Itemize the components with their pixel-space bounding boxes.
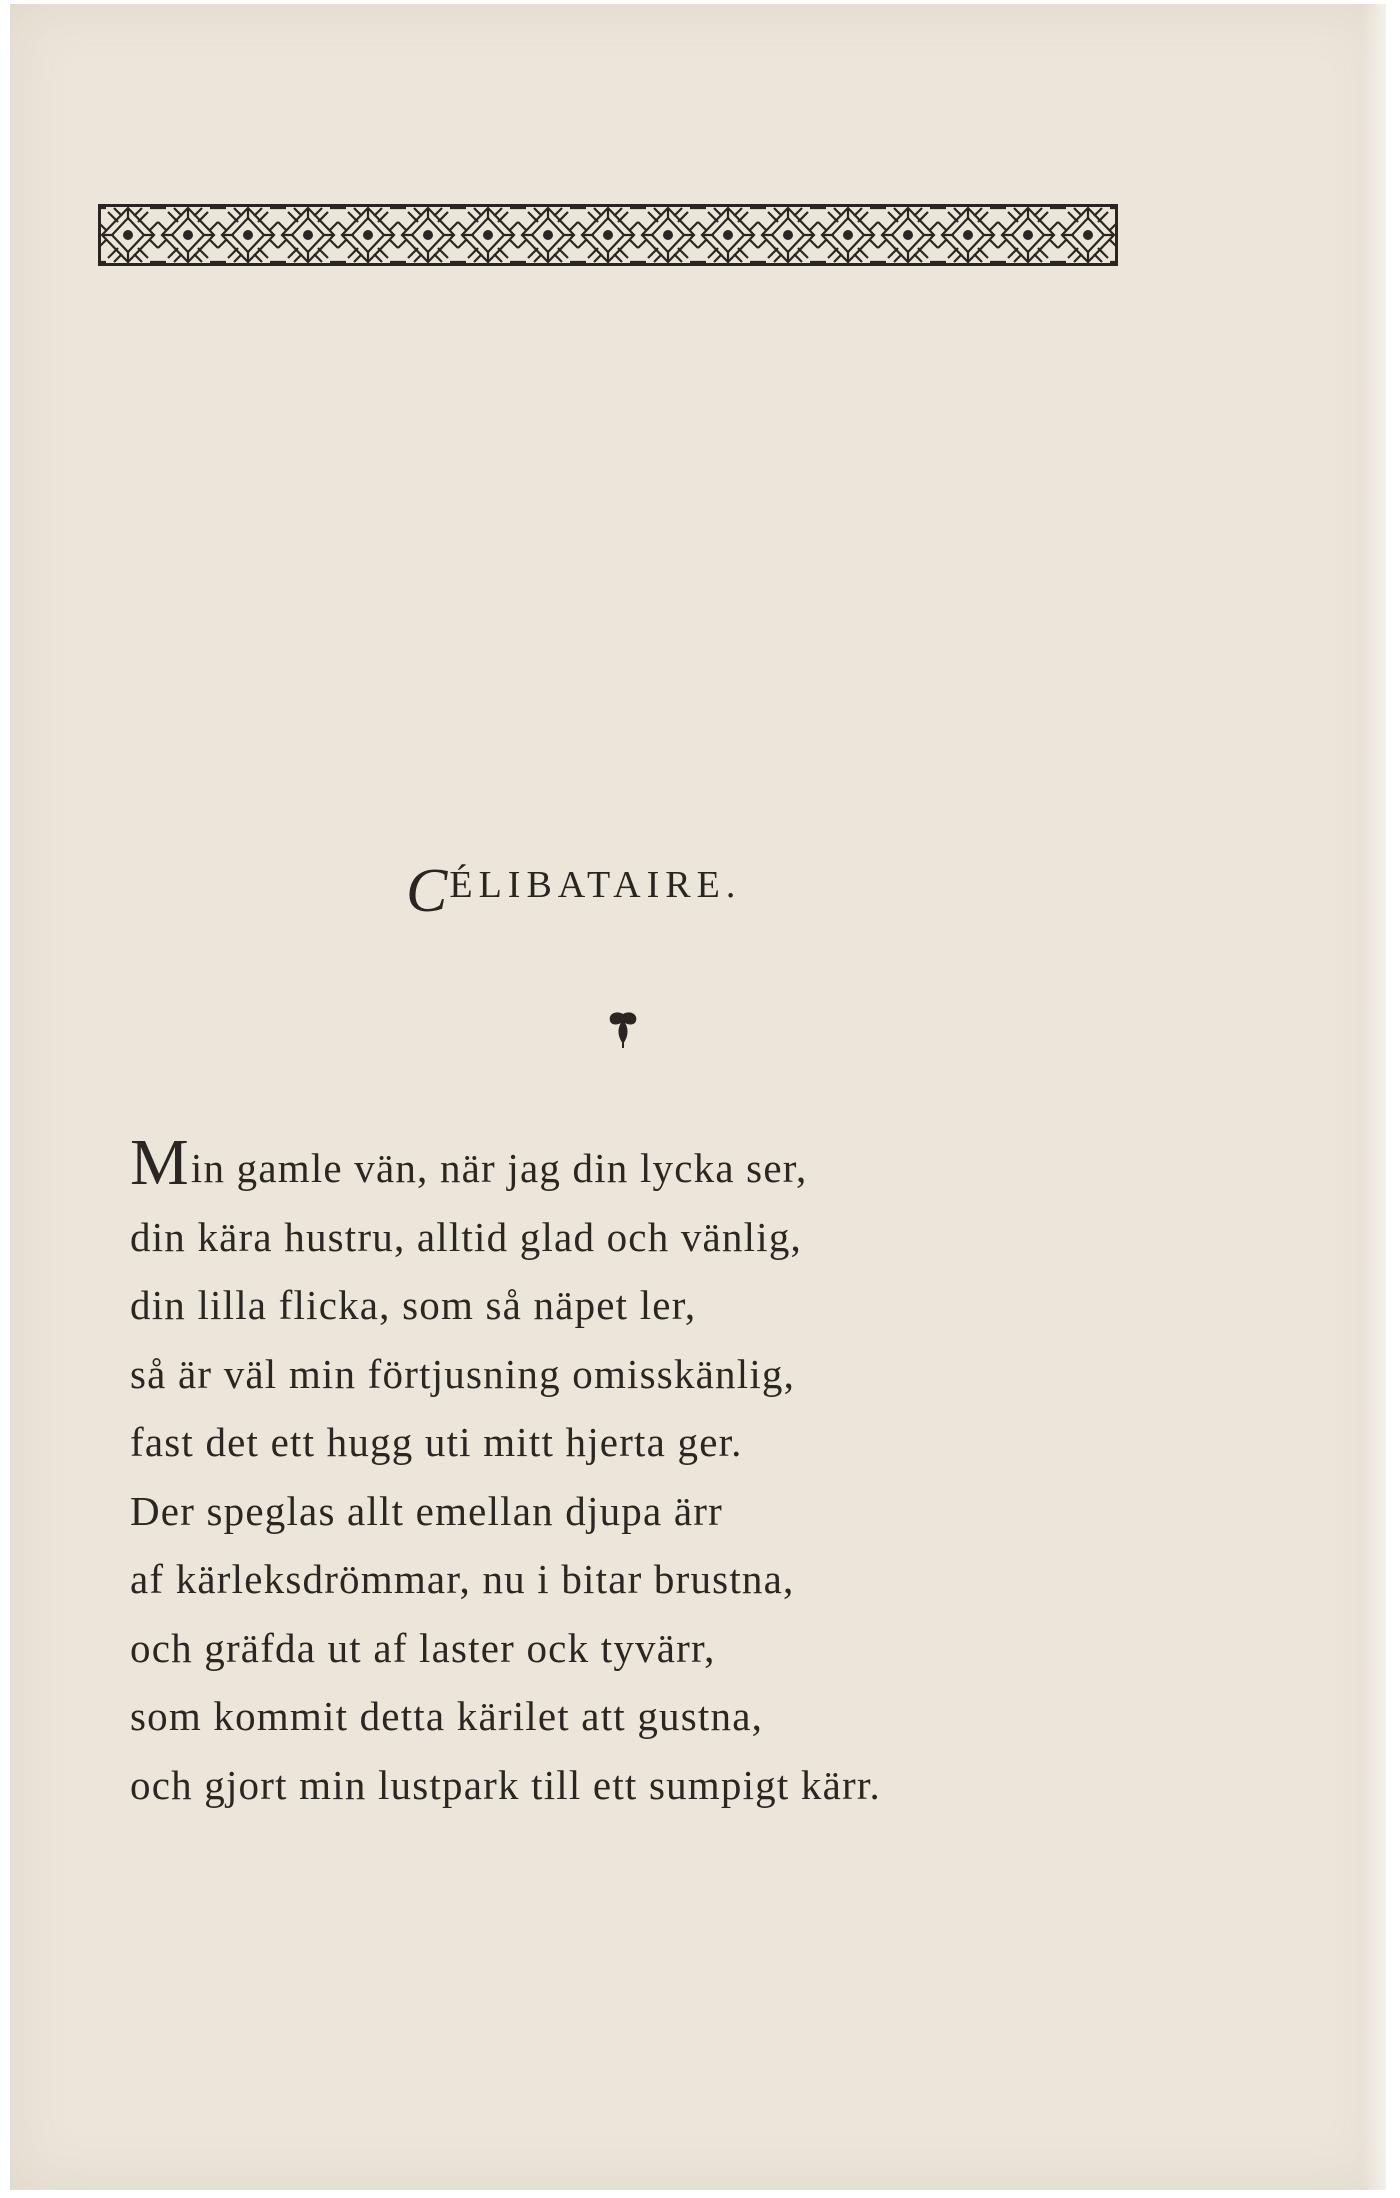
poem-line: som kommit detta kärilet att gustna,	[130, 1693, 764, 1739]
decorative-band-icon	[98, 204, 1118, 266]
poem-line: fast det ett hugg uti mitt hjerta ger.	[130, 1419, 743, 1465]
poem-line	[130, 1126, 1190, 1203]
poem-line: af kärleksdrömmar, nu i bitar brustna,	[130, 1556, 795, 1602]
poem-line: din lilla flicka, som så näpet ler,	[130, 1282, 697, 1328]
title-initial: C	[406, 857, 448, 925]
fleuron-icon	[602, 1008, 644, 1050]
poem-line: och gjort min lustpark till ett sumpigt kärr.	[130, 1761, 881, 1808]
poem-line: och gräfda ut af laster ock tyvärr,	[130, 1624, 716, 1671]
drop-cap: M	[130, 1126, 190, 1199]
poem-line: Der speglas allt emellan djupa ärr	[130, 1487, 723, 1534]
poem-line: din kära hustru, alltid glad och vänlig,	[130, 1213, 802, 1260]
book-page	[10, 4, 1386, 2190]
title-text: ÉLIBATAIRE.	[449, 864, 742, 906]
poem-line-text: in gamle vän, när jag din lycka ser,	[190, 1145, 808, 1191]
poem-body	[130, 1126, 1190, 1819]
poem-title	[406, 856, 741, 927]
poem-line: så är väl min förtjusning omisskänlig,	[130, 1350, 796, 1397]
page-edge	[1362, 4, 1386, 2190]
